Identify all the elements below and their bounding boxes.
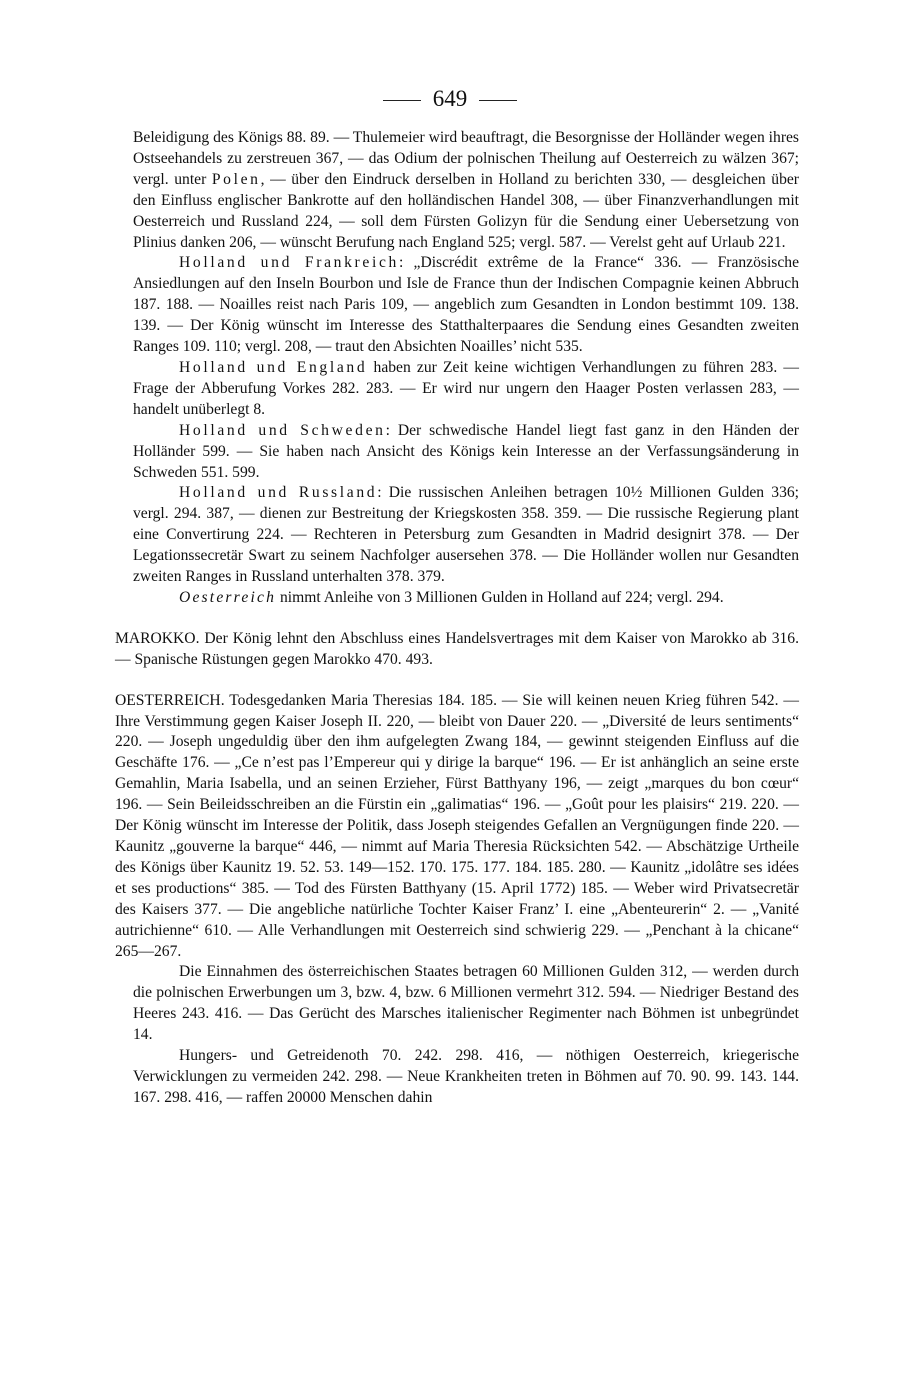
text-run: Beleidigung des Königs 88. 89. — Thulemeier wird beauftragt, die Besorgnisse der Holländer wegen ihres Ostseehandels zu zerstreuen 367, — das Odium der polnischen Theilung auf Oesterreich zu wälzen 367; vergl. unter: [133, 129, 799, 188]
paragraph-cont: [133, 128, 799, 253]
text-run: Die Einnahmen des österreichischen Staates betragen 60 Millionen Gulden 312, — werden durch die polnischen Erwerbungen um 3, bzw. 4, bzw. 6 Millionen vermehrt 312. 594. — Niedriger Bestand des Heeres 243. 416. — Das Gerücht des Marsches italienischer Regimenter nach Böhmen ist unbegründet 14.: [133, 963, 799, 1044]
text-run: Oesterreich: [179, 588, 277, 606]
text-run: Todesgedanken Maria Theresias 184. 185. — Sie will keinen neuen Krieg führen 542. — Ihre Verstimmung gegen Kaiser Joseph II. 220, — bleibt von Dauer 220. — „Diversité de leurs sentiments“ 220. — Joseph ungeduldig über den ihm aufgelegten Zwang 184, — gewinnt steigenden Einfluss auf die Geschäfte 176. — „Ce n’est pas l’Empereur qui y dirige la barque“ 196. — Er ist anhänglich an seine erste Gemahlin, Maria Isabella, und an seinen Erzieher, Fürst Batthyany 196, — zeigt „marques du bon cœur“ 196. — Sein Beileidsschreiben an die Fürstin ein „galimatias“ 196. — „Goût pour les plaisirs“ 219. 220. — Der König wünscht im Interesse der Politik, dass Joseph steigendes Gefallen an Vergnügungen finde 220. — Kaunitz „gouverne la barque“ 446, — nimmt auf Maria Theresia Rücksichten 542. — Abschätzige Urtheile des Königs über Kaunitz 19. 52. 53. 149—152. 170. 175. 177. 184. 185. 280. — Kaunitz „idolâtre ses idées et ses productions“ 385. — Tod des Fürsten Batthyany (15. April 1772) 185. — Weber wird Privatsecretär des Kaisers 377. — Die angebliche natürliche Tochter Kaiser Franz’ I. eine „Abenteurerin“ 2. — „Vanité autrichienne“ 610. — Alle Verhandlungen mit Oesterreich sind schwierig 229. — „Penchant à la chicane“ 265—267.: [115, 691, 799, 960]
paragraph-oesterreich: [115, 691, 799, 963]
paragraph-einnahmen: [133, 962, 799, 1046]
index-text: [115, 128, 800, 1109]
text-run: : Der schwedische Handel liegt fast ganz in den Händen der Holländer 599. — Sie haben nach Ansicht des Königs kein Interesse an der Verfassungsänderung in Schweden 551. 599.: [133, 421, 799, 481]
paragraph-holland-schweden: [133, 421, 799, 484]
page-number-header: [0, 86, 900, 112]
paragraph-holland-frankreich: [133, 253, 799, 358]
text-run: nimmt Anleihe von 3 Millionen Gulden in Holland auf 224; vergl. 294.: [276, 588, 724, 606]
text-run: , — über den Eindruck derselben in Holland zu berichten 330, — desgleichen über den Einfluss englischer Bankrotte auf den holländischen Handel 308, — über Finanzverhandlungen mit Oesterreich und Russland 224, — soll dem Fürsten Golizyn für die Sendung einer Uebersetzung von Plinius danken 206, — wünscht Berufung nach England 525; vergl. 587. — Verelst geht auf Urlaub 221.: [133, 170, 799, 251]
text-run: Holland und Schweden: [179, 421, 386, 439]
text-run: Holland und Frankreich: [179, 254, 399, 272]
paragraph-holland-england: [133, 358, 799, 421]
text-run: Der König lehnt den Abschluss eines Handelsvertrages mit dem Kaiser von Marokko ab 316. — Spanische Rüstungen gegen Marokko 470. 493.: [115, 629, 799, 668]
paragraph-holland-russland: [133, 483, 799, 588]
header-rule-right: [479, 100, 517, 101]
text-run: : Die russischen Anleihen betragen 10½ Millionen Gulden 336; vergl. 294. 387, — dienen zur Bestreitung der Kriegskosten 358. 359. — Die russische Regierung plant eine Convertirung 224. — Rechteren in Petersburg zum Gesandten in Madrid designirt 378. — Der Legationssecretär Swart zu seinem Nachfolger ausersehen 378. — Die Holländer wollen nur Gesandten zweiten Ranges in Russland unterhalten 378. 379.: [133, 484, 800, 586]
header-rule-left: [383, 100, 421, 101]
text-run: OESTERREICH.: [115, 691, 225, 709]
paragraph-marokko: [115, 629, 799, 671]
text-run: Hungers- und Getreidenoth 70. 242. 298. 416, — nöthigen Oesterreich, kriegerische Verwicklungen zu vermeiden 242. 298. — Neue Krankheiten treten in Böhmen auf 70. 90. 99. 143. 144. 167. 298. 416, — raffen 20000 Menschen dahin: [133, 1047, 799, 1106]
text-run: Holland und England: [179, 358, 368, 376]
text-run: Holland und Russland: [179, 484, 378, 502]
text-run: haben zur Zeit keine wichtigen Verhandlungen zu führen 283. — Frage der Abberufung Vorkes 282. 283. — Er wird nur ungern den Haager Posten verlassen 283, — handelt unüberlegt 8.: [133, 358, 800, 418]
paragraph-oesterreich-anleihe: [133, 588, 799, 609]
paragraph-hungersnoth: [133, 1046, 799, 1109]
page-number: 649: [432, 86, 468, 111]
text-run: MAROKKO.: [115, 629, 200, 647]
text-run: Polen: [211, 170, 261, 188]
text-run: : „Discrédit extrême de la France“ 336. — Französische Ansiedlungen auf den Inseln Bourbon und Isle de France thun der Indischen Compagnie keinen Abbruch 187. 188. — Noailles reist nach Paris 109, — angeblich zum Gesandten in London bestimmt 109. 138. 139. — Der König wünscht im Interesse des Statthalterpaares die Sendung eines Gesandten zweiten Ranges 109. 110; vergl. 208, — traut den Absichten Noailles’ nicht 535.: [133, 254, 799, 356]
